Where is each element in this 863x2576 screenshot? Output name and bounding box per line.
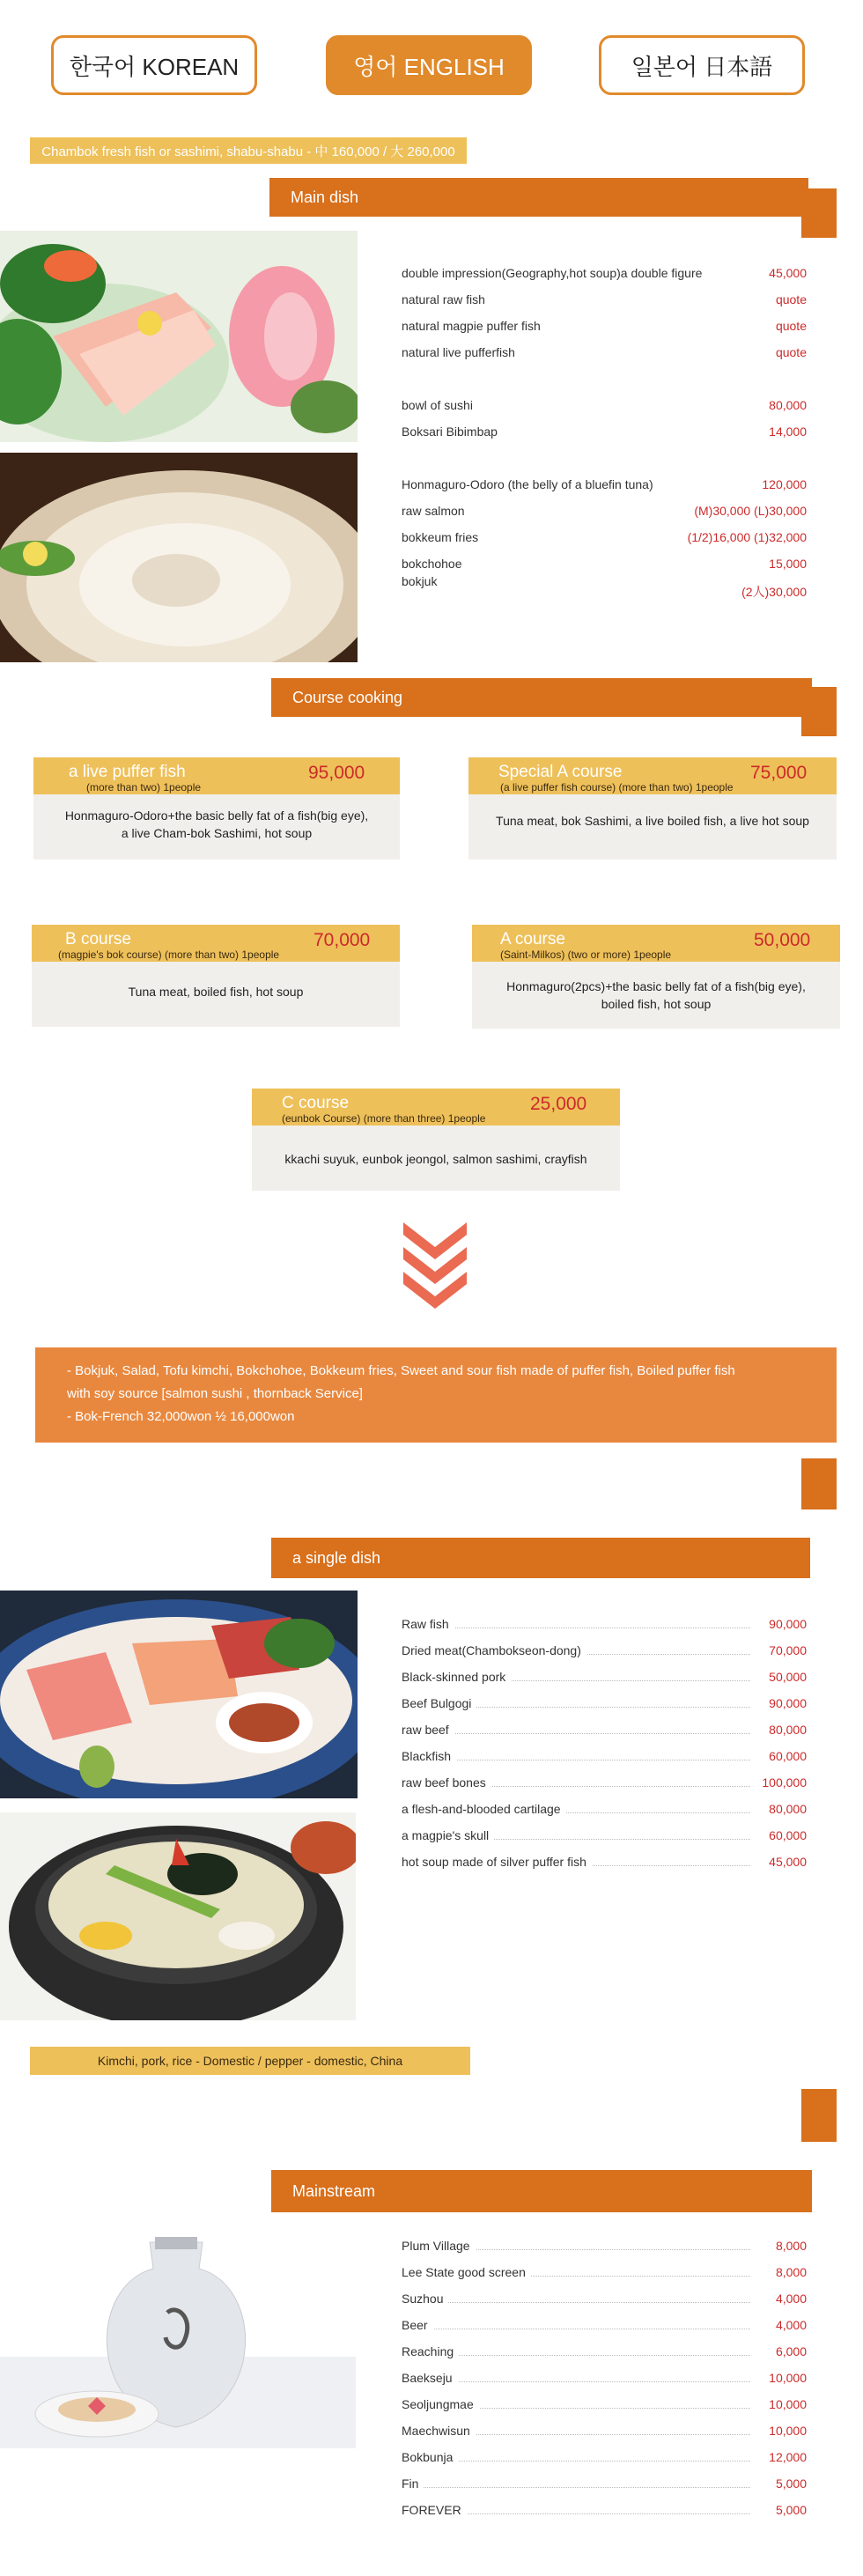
menu-row — [402, 345, 807, 365]
liquor-bottle-photo — [0, 2233, 356, 2448]
item-price: 90,000 — [769, 1696, 807, 1710]
lang-english-button[interactable]: 영어 ENGLISH — [326, 35, 532, 95]
section-bar-single-dish — [271, 1538, 810, 1578]
menu-row — [402, 1696, 807, 1716]
course-card-sub: (eunbok Course) (more than three) 1people — [282, 1112, 486, 1125]
course-card-sub: (more than two) 1people — [86, 781, 202, 793]
menu-row — [402, 2239, 807, 2258]
menu-row — [402, 1828, 807, 1848]
course-info-line: - Bok-French 32,000won ½ 16,000won — [67, 1409, 295, 1424]
item-price: 6,000 — [775, 2344, 807, 2358]
item-name: Black-skinned pork — [402, 1670, 511, 1684]
section-bar-main-dish — [269, 178, 808, 217]
course-card-a — [472, 925, 840, 1029]
corner-accent — [801, 188, 837, 238]
course-card-b — [32, 925, 400, 1027]
item-name: raw beef bones — [402, 1775, 491, 1790]
menu-row — [402, 2344, 807, 2364]
dotted-leader — [402, 2487, 750, 2488]
item-name: bowl of sushi — [402, 398, 473, 412]
menu-row — [402, 1855, 807, 1874]
item-name: Raw fish — [402, 1617, 454, 1631]
item-price: 4,000 — [775, 2318, 807, 2332]
item-price: quote — [775, 292, 807, 306]
section-bar-course — [271, 678, 812, 717]
menu-row — [402, 292, 807, 312]
menu-row — [402, 1775, 807, 1795]
menu-row — [402, 1749, 807, 1768]
course-card-title: A course — [500, 930, 565, 948]
course-card-sub: (a live puffer fish course) (more than two) 1people — [500, 781, 734, 793]
single-dish-title: a single dish — [292, 1548, 381, 1567]
course-card-price: 75,000 — [750, 763, 808, 783]
dotted-leader — [402, 2302, 750, 2303]
course-card-body: boiled fish, hot soup — [601, 997, 712, 1011]
chambok-note-text: Chambok fresh fish or sashimi, shabu-shabu - 中 160,000 / 大 260,000 — [41, 144, 455, 159]
item-name: Lee State good screen — [402, 2265, 531, 2279]
item-price: 70,000 — [769, 1643, 807, 1657]
course-card-c — [252, 1089, 620, 1191]
menu-row — [402, 2503, 807, 2522]
menu-row — [402, 1723, 807, 1742]
menu-row — [402, 583, 807, 602]
chambok-note-banner — [30, 137, 467, 164]
item-name: Bokbunja — [402, 2450, 458, 2464]
course-card-sub: (magpie's bok course) (more than two) 1people — [58, 948, 280, 961]
menu-row — [402, 477, 807, 497]
menu-row — [402, 2397, 807, 2417]
item-name: raw salmon — [402, 504, 465, 518]
item-price: 45,000 — [769, 266, 807, 280]
item-name: Baekseju — [402, 2371, 458, 2385]
menu-row — [402, 1617, 807, 1636]
item-price: 10,000 — [769, 2424, 807, 2438]
raw-fish-platter-photo — [0, 1591, 358, 1798]
origin-note-banner — [30, 2047, 470, 2075]
section-bar-mainstream — [271, 2170, 812, 2212]
menu-row — [402, 2292, 807, 2311]
item-price: 10,000 — [769, 2397, 807, 2411]
item-price: quote — [775, 319, 807, 333]
menu-row — [402, 2371, 807, 2390]
menu-row — [402, 557, 807, 576]
item-name: Blackfish — [402, 1749, 456, 1763]
item-name: Suzhou — [402, 2292, 448, 2306]
item-name: natural magpie puffer fish — [402, 319, 541, 333]
course-card-price: 50,000 — [754, 930, 811, 950]
course-card-body: Honmaguro(2pcs)+the basic belly fat of a fish(big eye), — [506, 979, 806, 993]
course-card-price: 95,000 — [308, 763, 365, 783]
course-card-body: Tuna meat, boiled fish, hot soup — [128, 985, 304, 999]
menu-row — [402, 2424, 807, 2443]
item-name: Beef Bulgogi — [402, 1696, 476, 1710]
course-info-line: with soy source [salmon sushi , thornback Service] — [67, 1386, 363, 1401]
course-info-line: - Bokjuk, Salad, Tofu kimchi, Bokchohoe, Bokkeum fries, Sweet and sour fish made of puffer fish, Boiled puffer fish — [67, 1363, 735, 1378]
item-price: 80,000 — [769, 1723, 807, 1737]
item-name: bokchohoe — [402, 557, 462, 571]
item-name: bokjuk — [402, 574, 438, 588]
item-price: 12,000 — [769, 2450, 807, 2464]
origin-note-text: Kimchi, pork, rice - Domestic / pepper - domestic, China — [97, 2054, 403, 2068]
menu-row — [402, 1802, 807, 1821]
main-dish-title: Main dish — [291, 188, 359, 206]
item-price: 45,000 — [769, 1855, 807, 1869]
item-price: (2人)30,000 — [741, 585, 807, 599]
item-price: quote — [775, 345, 807, 359]
menu-row — [402, 266, 807, 285]
course-card-special-a — [468, 757, 837, 860]
item-name: Plum Village — [402, 2239, 476, 2253]
mainstream-title: Mainstream — [292, 2181, 376, 2200]
course-card-sub: (Saint-Milkos) (two or more) 1people — [500, 948, 672, 961]
item-name: natural live pufferfish — [402, 345, 515, 359]
item-name: Dried meat(Chambokseon-dong) — [402, 1643, 586, 1657]
course-card-body: Honmaguro-Odoro+the basic belly fat of a fish(big eye), — [64, 808, 369, 823]
item-price: 100,000 — [762, 1775, 807, 1790]
item-price: 14,000 — [769, 424, 807, 439]
item-price: 15,000 — [769, 557, 807, 571]
menu-row — [402, 398, 807, 417]
item-price: 8,000 — [775, 2265, 807, 2279]
menu-row — [402, 1670, 807, 1689]
course-card-price: 25,000 — [530, 1094, 587, 1114]
chevron-down-icon — [402, 1221, 468, 1312]
item-price: 10,000 — [769, 2371, 807, 2385]
item-price: 60,000 — [769, 1828, 807, 1842]
item-price: 5,000 — [775, 2476, 807, 2491]
item-name: raw beef — [402, 1723, 454, 1737]
course-card-price: 70,000 — [313, 930, 371, 950]
course-card-title: a live puffer fish — [69, 763, 186, 781]
menu-row — [402, 2318, 807, 2337]
item-name: Boksari Bibimbap — [402, 424, 498, 439]
menu-row — [402, 2450, 807, 2469]
item-price: 60,000 — [769, 1749, 807, 1763]
item-name: Beer — [402, 2318, 433, 2332]
item-name: a flesh-and-blooded cartilage — [402, 1802, 566, 1816]
item-price: (1/2)16,000 (1)32,000 — [687, 530, 807, 544]
item-name: Reaching — [402, 2344, 459, 2358]
course-card-title: B course — [65, 930, 131, 948]
course-card-body: kkachi suyuk, eunbok jeongol, salmon sashimi, crayfish — [284, 1152, 587, 1166]
item-name: Seoljungmae — [402, 2397, 479, 2411]
item-price: 5,000 — [775, 2503, 807, 2517]
item-price: 80,000 — [769, 1802, 807, 1816]
bibimbap-photo — [0, 1812, 356, 2020]
item-price: (M)30,000 (L)30,000 — [694, 504, 807, 518]
sashimi-platter-photo — [0, 231, 358, 442]
item-name: Fin — [402, 2476, 424, 2491]
item-price: 50,000 — [769, 1670, 807, 1684]
course-info-box — [35, 1347, 837, 1443]
corner-accent — [801, 2089, 837, 2142]
item-price: 8,000 — [775, 2239, 807, 2253]
item-price: 4,000 — [775, 2292, 807, 2306]
item-name: natural raw fish — [402, 292, 485, 306]
menu-row — [402, 2476, 807, 2496]
item-name: double impression(Geography,hot soup)a double figure — [402, 266, 703, 280]
lang-korean-button[interactable]: 한국어 KOREAN — [51, 35, 257, 95]
menu-row — [402, 424, 807, 444]
item-name: FOREVER — [402, 2503, 467, 2517]
menu-row — [402, 319, 807, 338]
course-title: Course cooking — [292, 688, 403, 706]
course-card-live-puffer — [33, 757, 400, 860]
item-name: a magpie's skull — [402, 1828, 494, 1842]
menu-row — [402, 530, 807, 550]
menu-row — [402, 2265, 807, 2284]
item-name: bokkeum fries — [402, 530, 479, 544]
course-card-body: a live Cham-bok Sashimi, hot soup — [121, 826, 313, 840]
lang-japanese-button[interactable]: 일본어 日本語 — [599, 35, 805, 95]
item-price: 120,000 — [762, 477, 807, 491]
corner-accent — [801, 1458, 837, 1509]
item-name: Honmaguro-Odoro (the belly of a bluefin tuna) — [402, 477, 653, 491]
course-card-body: Tuna meat, bok Sashimi, a live boiled fish, a live hot soup — [496, 814, 809, 828]
corner-accent — [801, 687, 837, 736]
puffer-sashimi-photo — [0, 453, 358, 662]
menu-row — [402, 1643, 807, 1663]
menu-row — [402, 504, 807, 523]
course-card-title: Special A course — [498, 763, 623, 781]
item-price: 80,000 — [769, 398, 807, 412]
item-price: 90,000 — [769, 1617, 807, 1631]
course-card-title: C course — [282, 1094, 350, 1112]
item-name: hot soup made of silver puffer fish — [402, 1855, 592, 1869]
item-name: Maechwisun — [402, 2424, 476, 2438]
